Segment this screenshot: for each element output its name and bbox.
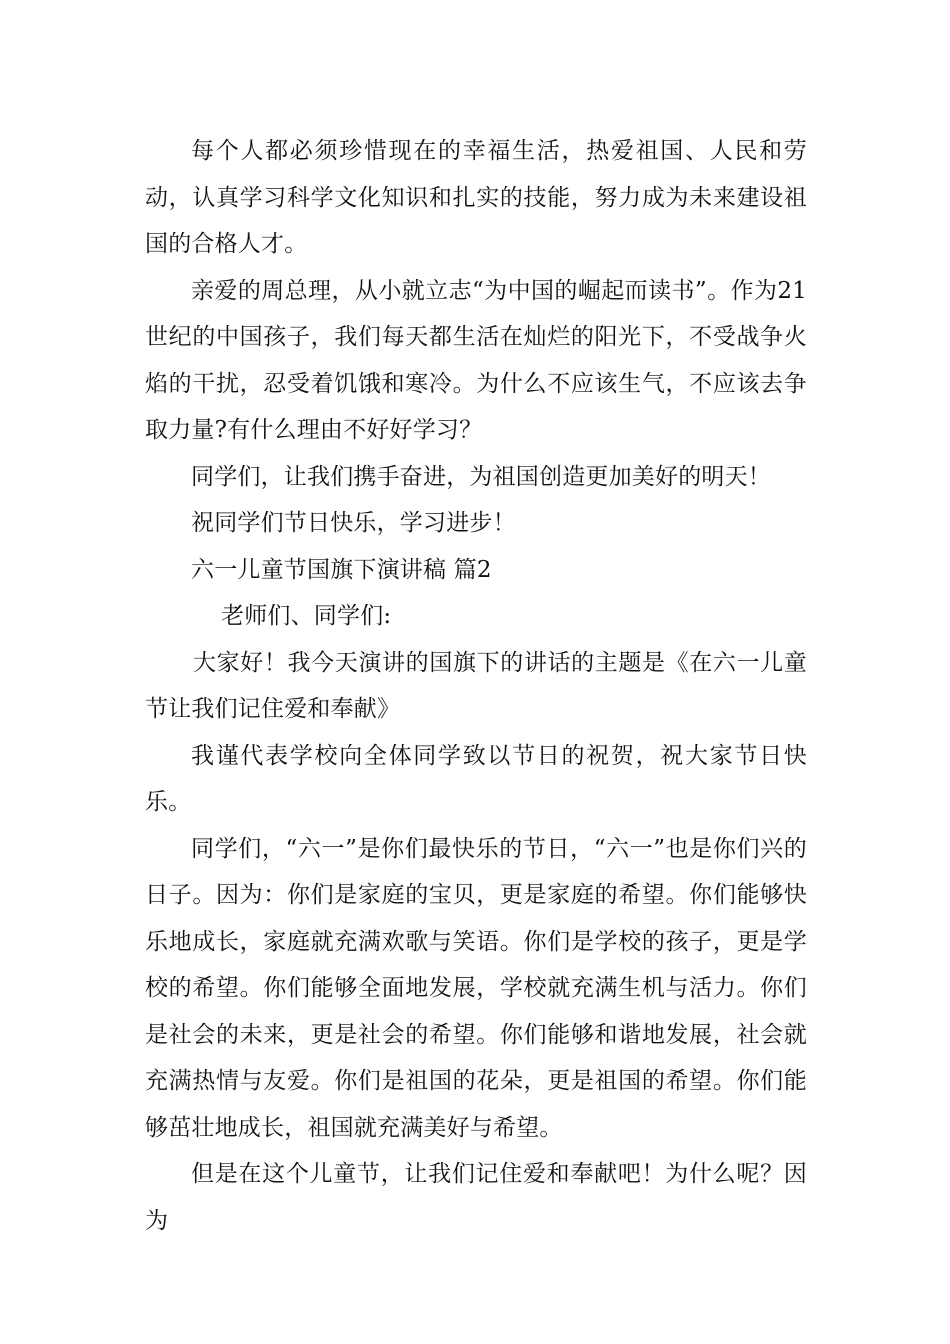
paragraph-call-to-action: 同学们，让我们携手奋进，为祖国创造更加美好的明天！ bbox=[191, 463, 771, 490]
paragraph-love-and-dedication: 但是在这个儿童节，让我们记住爱和奉献吧！为什么呢？因为 bbox=[145, 1161, 807, 1234]
section-heading: 六一儿童节国旗下演讲稿 篇2 bbox=[191, 556, 492, 583]
paragraph-congratulations: 我谨代表学校向全体同学致以节日的祝贺，祝大家节日快乐。 bbox=[145, 742, 807, 815]
document-body bbox=[145, 128, 807, 1244]
paragraph-hope: 同学们，“六一”是你们最快乐的节日，“六一”也是你们兴的日子。因为：你们是家庭的宝贝，更是家庭的希望。你们能够快乐地成长，家庭就充满欢歌与笑语。你们是学校的孩子，更是学校的希望。你们能够全面地发展，学校就充满生机与活力。你们是社会的未来，更是社会的希望。你们能够和谐地发展，社会就充满热情与友爱。你们是祖国的花朵，更是祖国的希望。你们能够茁壮地成长，祖国就充满美好与希望。 bbox=[145, 835, 807, 1141]
paragraph-cherish-life: 每个人都必须珍惜现在的幸福生活，热爱祖国、人民和劳动，认真学习科学文化知识和扎实的技能，努力成为未来建设祖国的合格人才。 bbox=[145, 138, 807, 257]
paragraph-premier-zhou: 亲爱的周总理，从小就立志“为中国的崛起而读书”。作为21世纪的中国孩子，我们每天都生活在灿烂的阳光下，不受战争火焰的干扰，忍受着饥饿和寒冷。为什么不应该生气，不应该去争取力量?有什么理由不好好学习？ bbox=[145, 277, 807, 443]
paragraph-speech-topic: 大家好！我今天演讲的国旗下的讲话的主题是《在六一儿童节让我们记住爱和奉献》 bbox=[145, 649, 807, 722]
salutation: 老师们、同学们: bbox=[221, 603, 392, 629]
paragraph-festival-wish: 祝同学们节日快乐，学习进步！ bbox=[191, 510, 516, 536]
